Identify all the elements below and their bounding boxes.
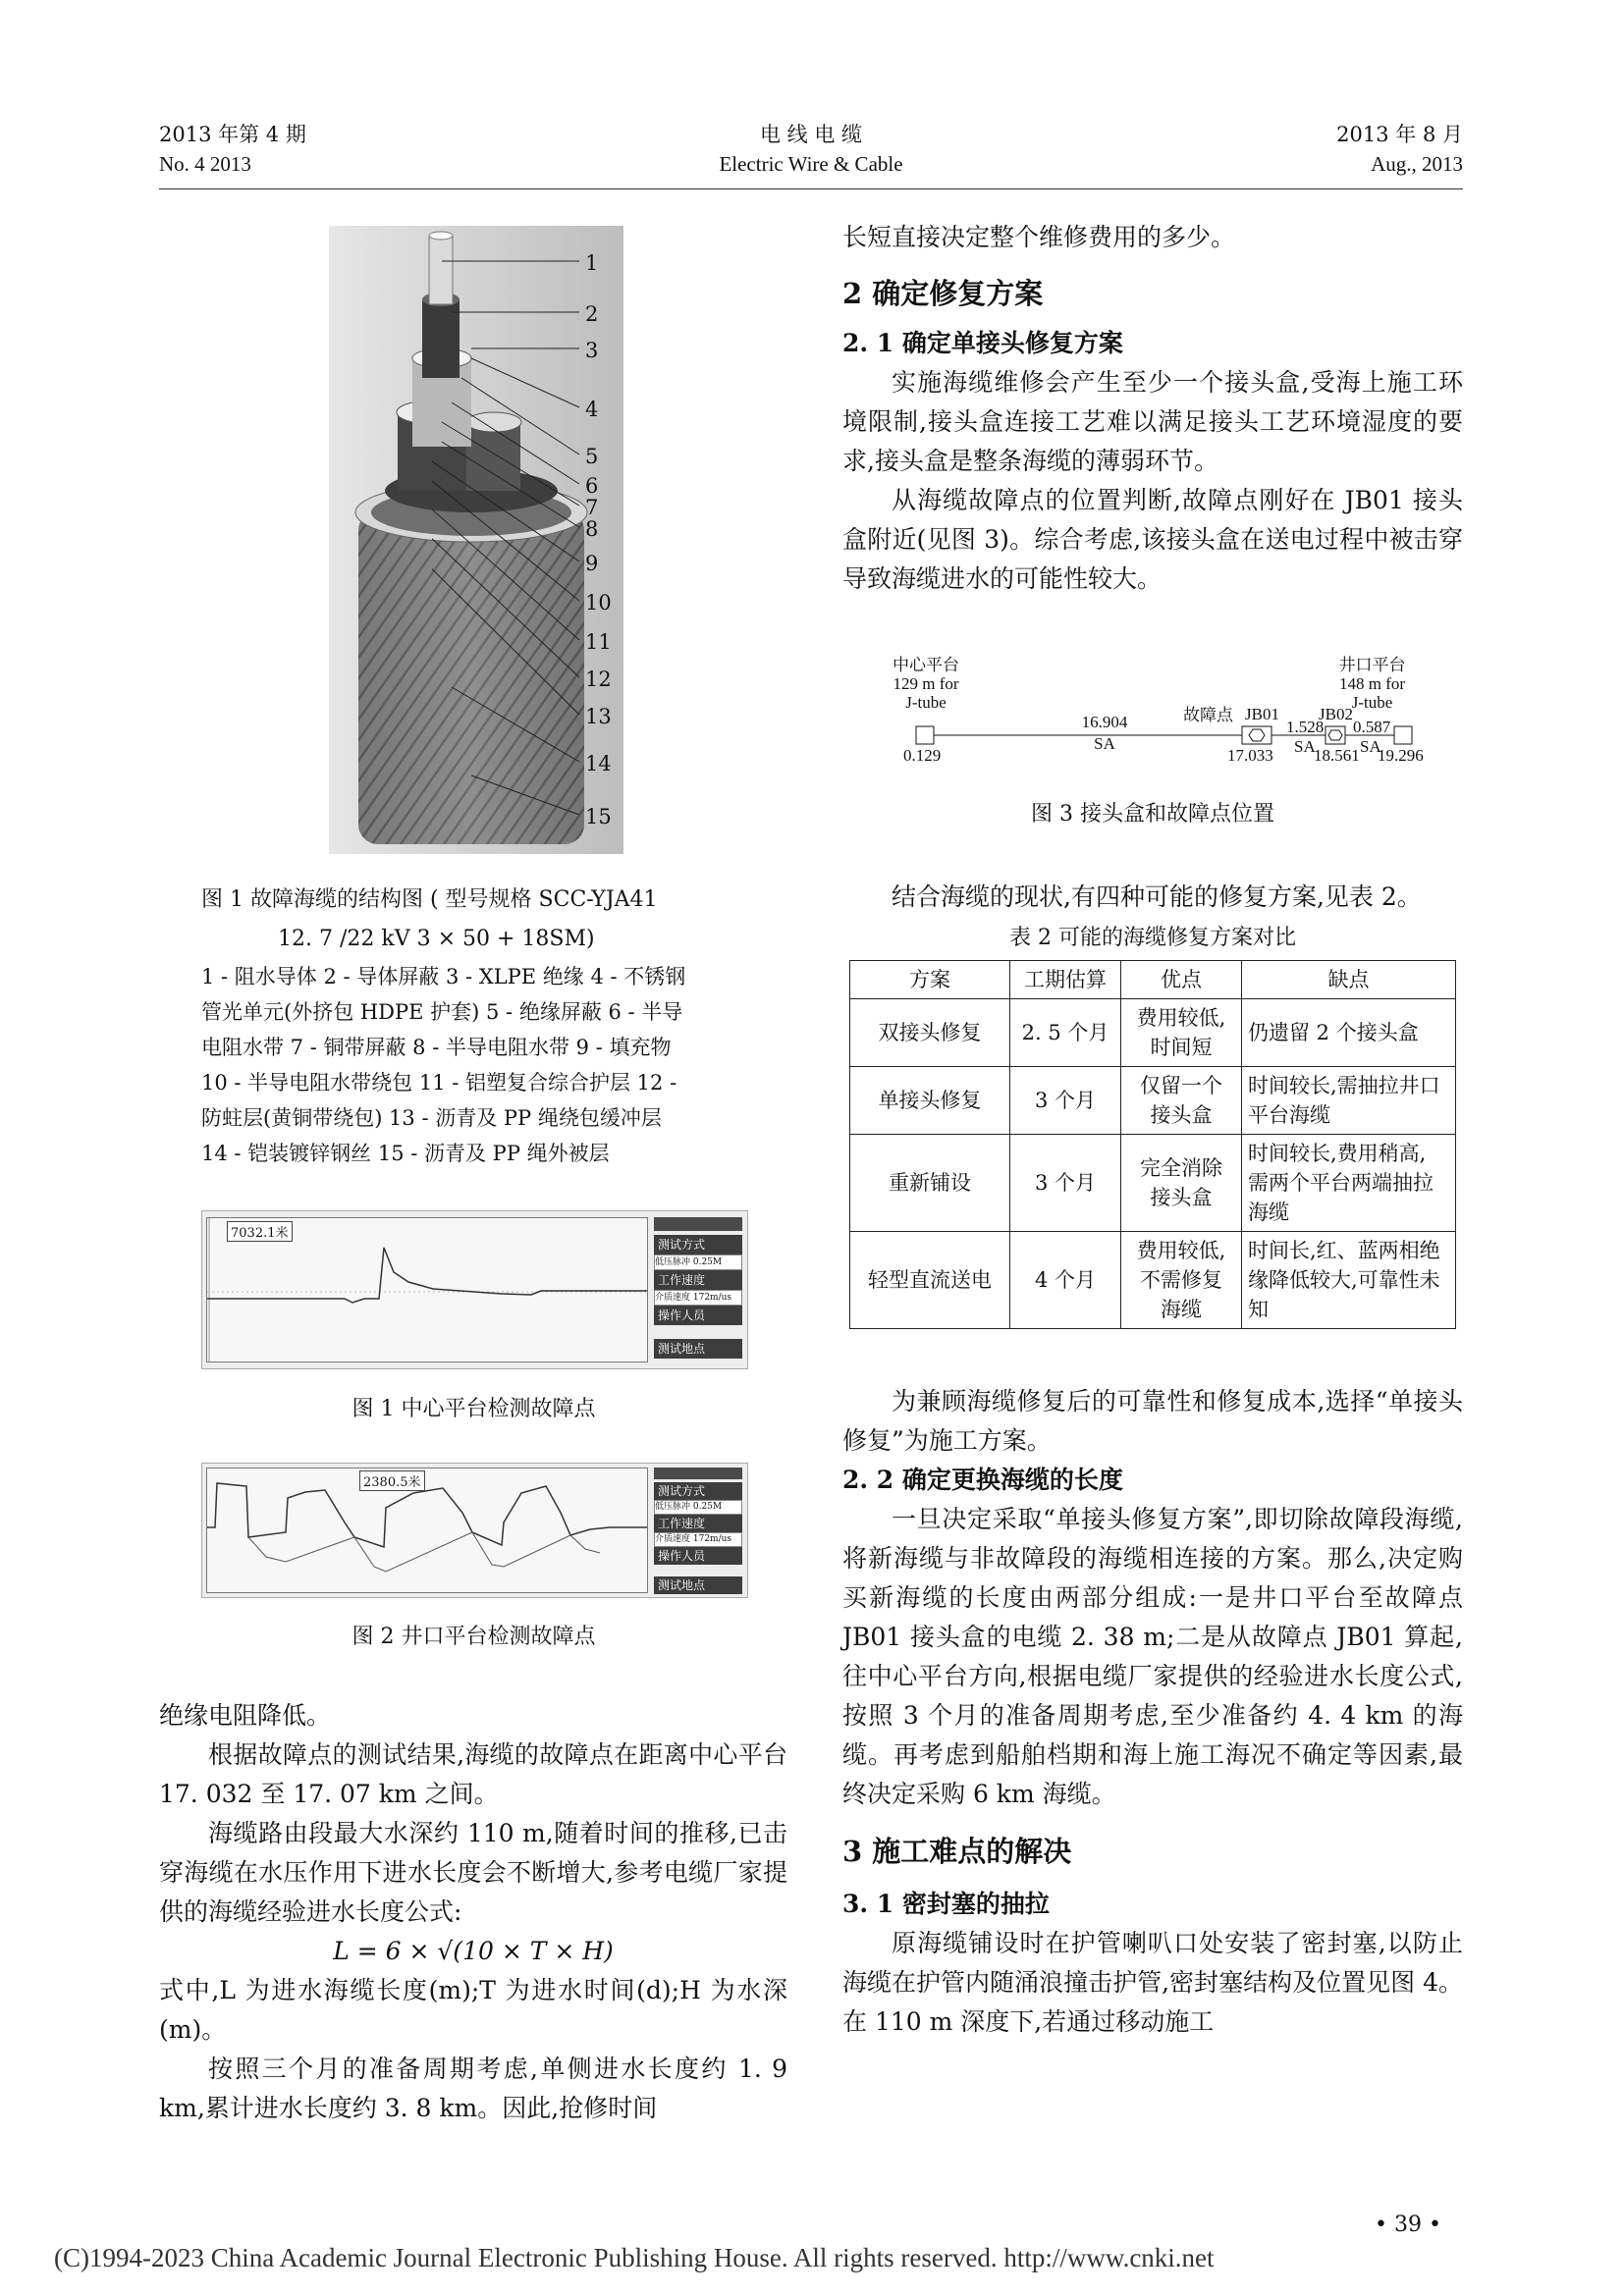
fig1-number: 15 xyxy=(585,805,612,828)
scope2-panel-item: 操作人员 xyxy=(654,1547,742,1565)
table-cell: 时间长,红、蓝两相绝 缘降低较大,可靠性未 知 xyxy=(1242,1232,1456,1329)
fig1-number: 10 xyxy=(585,591,612,614)
table-cell: 时间较长,需抽拉井口 平台海缆 xyxy=(1242,1067,1456,1135)
table-row xyxy=(850,1232,1456,1329)
scope1-screen xyxy=(201,1210,748,1369)
scope2-panel-item: 工作速度 xyxy=(654,1515,742,1532)
table-header-cell: 方案 xyxy=(850,961,1010,999)
fig1-leader-lines xyxy=(432,245,599,854)
table-header-row xyxy=(850,961,1456,999)
fig1-number: 4 xyxy=(585,398,599,421)
scope2-panel-item: 低压脉冲 0.25M xyxy=(654,1500,742,1515)
page-number: • 39 • xyxy=(1375,2213,1441,2237)
table-cell: 重新铺设 xyxy=(850,1135,1010,1232)
fig3-right-label: J-tube xyxy=(1351,693,1393,712)
fig3-left-label: 中心平台 xyxy=(893,656,959,674)
date-line: 2013 年 8 月 xyxy=(1336,123,1463,146)
scope2-panel-bar xyxy=(654,1468,742,1479)
fig1-number: 12 xyxy=(585,667,612,691)
fig3-right-value: 19.296 xyxy=(1378,746,1424,765)
fig3-seg3-type: SA xyxy=(1360,737,1381,756)
paragraph: 按照三个月的准备周期考虑,单侧进水长度约 1. 9 km,累计进水长度约 3. 8 km。因此,抢修时间 xyxy=(159,2055,787,2122)
section-heading: 2 确定修复方案 xyxy=(842,277,1044,310)
paragraph: 绝缘电阻降低。 xyxy=(159,1701,332,1730)
fig1-number: 13 xyxy=(585,705,612,728)
table-cell: 费用较低, 不需修复 海缆 xyxy=(1121,1232,1242,1329)
fig3-jb01: JB01 xyxy=(1245,705,1279,723)
scope1-readout: 7032.1米 xyxy=(227,1221,293,1242)
fig1-number: 9 xyxy=(585,552,599,575)
table-header-cell: 工期估算 xyxy=(1010,961,1121,999)
legend-line: 管光单元(外挤包 HDPE 护套) 5 - 绝缘屏蔽 6 - 半导 xyxy=(201,1000,683,1024)
legend-line: 电阻水带 7 - 铜带屏蔽 8 - 半导电阻水带 9 - 填充物 xyxy=(201,1036,672,1059)
paragraph: 为兼顾海缆修复后的可靠性和修复成本,选择“单接头修复”为施工方案。 xyxy=(842,1387,1463,1455)
paragraph: 长短直接决定整个维修费用的多少。 xyxy=(842,223,1236,251)
scope1-panel-item: 操作人员 xyxy=(654,1306,742,1325)
scope1-plot xyxy=(206,1217,648,1362)
header-center xyxy=(615,120,1007,179)
fig3-jb01-pos: 17.033 xyxy=(1227,746,1273,765)
fig1-number: 2 xyxy=(585,302,599,326)
fig1-caption-line: 图 1 故障海缆的结构图 ( 型号规格 SCC-YJA41 xyxy=(201,887,658,912)
scope2-caption: 图 2 井口平台检测故障点 xyxy=(352,1625,596,1649)
table-cell: 双接头修复 xyxy=(850,999,1010,1067)
fig3-left-label: 129 m for xyxy=(893,674,959,693)
issue-line: 2013 年第 4 期 xyxy=(159,123,306,146)
fig3-right-label: 井口平台 xyxy=(1338,656,1406,674)
fig1-caption-line: 12. 7 /22 kV 3 × 50 + 18SM) xyxy=(278,927,595,951)
header-right xyxy=(1286,120,1463,179)
fig1-legend xyxy=(201,959,800,1171)
right-col-table-intro xyxy=(842,878,1463,917)
scope1-panel-item: 测试方式 xyxy=(654,1235,742,1255)
fig1-number: 3 xyxy=(585,339,599,362)
scope1-panel-item: 工作速度 xyxy=(654,1270,742,1290)
legend-line: 10 - 半导电阻水带绕包 11 - 铝塑复合综合护层 12 - xyxy=(201,1071,677,1095)
paragraph: 根据故障点的测试结果,海缆的故障点在距离中心平台 17. 032 至 17. 07 km 之间。 xyxy=(159,1740,787,1808)
table-cell: 2. 5 个月 xyxy=(1010,999,1121,1067)
journal-title-en: Electric Wire & Cable xyxy=(719,152,903,176)
table-cell: 3 个月 xyxy=(1010,1135,1121,1232)
fig3-jb02-pos: 18.561 xyxy=(1314,746,1360,765)
fig3-seg2-length: 1.528 xyxy=(1286,718,1325,736)
legend-line: 防蛀层(黄铜带绕包) 13 - 沥青及 PP 绳绕包缓冲层 xyxy=(201,1106,662,1130)
scope1-panel-item: 低压脉冲 0.25M xyxy=(654,1255,742,1270)
scope2-plot xyxy=(206,1468,648,1593)
scope1-panel-bar xyxy=(654,1217,742,1231)
right-column-top xyxy=(842,218,1463,599)
section-heading: 3 施工难点的解决 xyxy=(842,1835,1072,1868)
fig1-number: 11 xyxy=(585,630,612,654)
table-cell: 费用较低, 时间短 xyxy=(1121,999,1242,1067)
scope2-panel-item: 测试地点 xyxy=(654,1576,742,1594)
table-row xyxy=(850,999,1456,1067)
scope1-panel xyxy=(654,1217,742,1359)
table-header-cell: 优点 xyxy=(1121,961,1242,999)
table-header-cell: 缺点 xyxy=(1242,961,1456,999)
left-column-text xyxy=(159,1696,787,2128)
fig1-caption xyxy=(201,881,658,959)
legend-line: 14 - 铠装镀锌钢丝 15 - 沥青及 PP 绳外被层 xyxy=(201,1142,610,1165)
date-line-en: Aug., 2013 xyxy=(1371,152,1463,176)
table-cell: 完全消除 接头盒 xyxy=(1121,1135,1242,1232)
scope1-caption: 图 1 中心平台检测故障点 xyxy=(352,1397,596,1421)
issue-line-en: No. 4 2013 xyxy=(159,152,251,176)
paragraph: 原海缆铺设时在护管喇叭口处安装了密封塞,以防止海缆在护管内随涌浪撞击护管,密封塞结构及位置见图 4。在 110 m 深度下,若通过移动施工 xyxy=(842,1929,1463,2036)
fig3-seg1-length: 16.904 xyxy=(1081,713,1128,731)
header-rule xyxy=(159,188,1463,189)
table-cell: 仍遗留 2 个接头盒 xyxy=(1242,999,1456,1067)
paragraph: 式中,L 为进水海缆长度(m);T 为进水时间(d);H 为水深(m)。 xyxy=(159,1976,787,2044)
fig1-number: 1 xyxy=(585,251,599,275)
scope2-panel xyxy=(654,1468,742,1594)
journal-title: 电 线 电 缆 xyxy=(759,123,863,146)
scope2-screen xyxy=(201,1463,748,1598)
fig3-diagram xyxy=(864,656,1453,774)
fig1-number: 14 xyxy=(585,752,612,775)
paragraph: 实施海缆维修会产生至少一个接头盒,受海上施工环境限制,接头盒连接工艺难以满足接头工艺环境湿度的要求,接头盒是整条海缆的薄弱环节。 xyxy=(842,368,1463,475)
table2-title: 表 2 可能的海缆修复方案对比 xyxy=(1009,926,1296,950)
fig3-seg1-type: SA xyxy=(1094,734,1115,753)
paragraph: 海缆路由段最大水深约 110 m,随着时间的推移,已击穿海缆在水压作用下进水长度会不断增大,参考电缆厂家提供的海缆经验进水长度公式: xyxy=(159,1819,787,1926)
table-cell: 单接头修复 xyxy=(850,1067,1010,1135)
table-cell: 4 个月 xyxy=(1010,1232,1121,1329)
table-row xyxy=(850,1135,1456,1232)
fig3-fault-label: 故障点 xyxy=(1183,706,1233,724)
table-cell: 时间较长,费用稍高, 需两个平台两端抽拉 海缆 xyxy=(1242,1135,1456,1232)
fig1-number: 5 xyxy=(585,445,599,468)
table-row xyxy=(850,1067,1456,1135)
right-column-bottom xyxy=(842,1382,1463,2042)
subsection-heading: 2. 1 确定单接头修复方案 xyxy=(842,329,1123,357)
legend-line: 1 - 阻水导体 2 - 导体屏蔽 3 - XLPE 绝缘 4 - 不锈钢 xyxy=(201,965,686,988)
fig3-left-value: 0.129 xyxy=(903,746,942,765)
fig1-number: 7 xyxy=(585,496,599,519)
table-cell: 轻型直流送电 xyxy=(850,1232,1010,1329)
header-left xyxy=(159,120,306,179)
formula: L = 6 × √(10 × T × H) xyxy=(333,1937,614,1965)
scope2-panel-item: 测试方式 xyxy=(654,1482,742,1500)
fig3-jb02: JB02 xyxy=(1319,705,1353,723)
fig3-caption: 图 3 接头盒和故障点位置 xyxy=(1031,802,1274,827)
subsection-heading: 3. 1 密封塞的抽拉 xyxy=(842,1890,1050,1918)
fig3-right-label: 148 m for xyxy=(1338,674,1406,693)
fig1-number: 8 xyxy=(585,517,599,541)
scope1-panel-item: 测试地点 xyxy=(654,1339,742,1359)
table-cell: 仅留一个 接头盒 xyxy=(1121,1067,1242,1135)
scope2-readout: 2380.5米 xyxy=(359,1470,425,1491)
table-cell: 3 个月 xyxy=(1010,1067,1121,1135)
table2 xyxy=(849,960,1456,1329)
fig1-number: 6 xyxy=(585,474,599,498)
paragraph: 从海缆故障点的位置判断,故障点刚好在 JB01 接头盒附近(见图 3)。综合考虑,该接头盒在送电过程中被击穿导致海缆进水的可能性较大。 xyxy=(842,486,1463,593)
fig3-left-label: J-tube xyxy=(905,693,947,712)
fig3-seg3-length: 0.587 xyxy=(1353,718,1391,736)
scope1-panel-item: 介质速度 172m/us xyxy=(654,1290,742,1306)
scope2-panel-item: 介质速度 172m/us xyxy=(654,1532,742,1547)
fig3-seg2-type: SA xyxy=(1294,737,1316,756)
paragraph: 结合海缆的现状,有四种可能的修复方案,见表 2。 xyxy=(892,882,1422,911)
subsection-heading: 2. 2 确定更换海缆的长度 xyxy=(842,1466,1123,1494)
paragraph: 一旦决定采取“单接头修复方案”,即切除故障段海缆,将新海缆与非故障段的海缆相连接的方案。那么,决定购买新海缆的长度由两部分组成:一是井口平台至故障点 JB01 接头盒的电缆 2. 38 m;二是从故障点 JB01 算起,往中心平台方向,根据电缆厂家提供的经验进水长度公式,按照 3 个月的准备周期考虑,至少准备约 4. 4 km 的海缆。再考虑到船舶档期和海上施工海况不确定等因素,最终决定采购 6 km 海缆。 xyxy=(842,1505,1463,1808)
copyright-line: (C)1994-2023 China Academic Journal Electronic Publishing House. All rights reserved. http://www.cnki.net xyxy=(54,2243,1215,2272)
